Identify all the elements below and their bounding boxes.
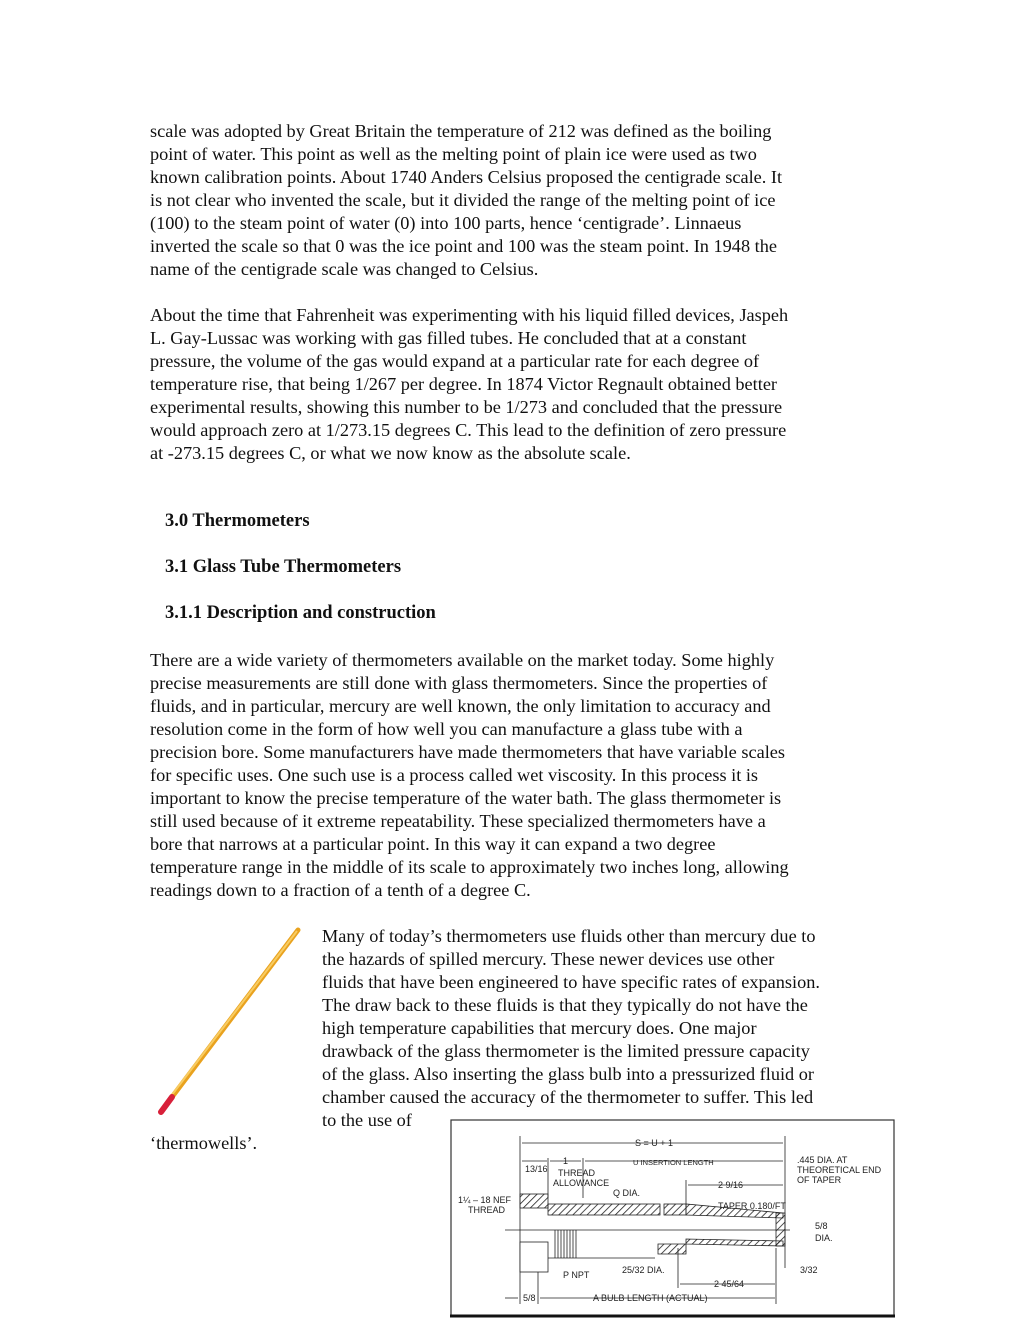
text-line: for specific uses. One such use is a process called wet viscosity. In this process it is bbox=[150, 765, 759, 785]
dim-bore-dia: 25/32 DIA. bbox=[622, 1265, 665, 1275]
text-line: inverted the scale so that 0 was the ice point and 100 was the steam point. In 1948 the bbox=[150, 236, 777, 256]
text-line: precise measurements are still done with glass thermometers. Since the properties of bbox=[150, 673, 768, 693]
text-line: still used because of it extreme repeatability. These specialized thermometers have a bbox=[150, 811, 766, 831]
text-line: at -273.15 degrees C, or what we now know as the absolute scale. bbox=[150, 443, 631, 463]
paragraph-gas-thermometry bbox=[150, 304, 788, 465]
paragraph-other-fluids bbox=[322, 925, 820, 1132]
heading-thermometers: 3.0 Thermometers bbox=[165, 511, 310, 531]
note-thread-2: ALLOWANCE bbox=[553, 1178, 610, 1188]
text-line: The draw back to these fluids is that they typically do not have the bbox=[322, 995, 808, 1015]
heading-glass-tube-thermometers: 3.1 Glass Tube Thermometers bbox=[165, 557, 402, 577]
note-taper: TAPER 0.180/FT bbox=[718, 1201, 786, 1211]
paragraph-temperature-scales bbox=[150, 120, 782, 281]
thermowell-diagram bbox=[450, 1118, 900, 1320]
heading-description-construction: 3.1.1 Description and construction bbox=[165, 603, 436, 623]
text-line: L. Gay-Lussac was working with gas filled tubes. He concluded that at a constant bbox=[150, 328, 747, 348]
text-line: drawback of the glass thermometer is the limited pressure capacity bbox=[322, 1041, 810, 1061]
text-line: chamber caused the accuracy of the thermometer to suffer. This led bbox=[322, 1087, 814, 1107]
note-end-2: THEORETICAL END bbox=[797, 1165, 882, 1175]
text-line: temperature rise, that being 1/267 per degree. In 1874 Victor Regnault obtained better bbox=[150, 374, 778, 394]
text-line: bore that narrows at a particular point. In this way it can expand a two degree bbox=[150, 834, 716, 854]
text-line: of the glass. Also inserting the glass bulb into a pressurized fluid or bbox=[322, 1064, 814, 1084]
text-line: pressure, the volume of the gas would expand at a particular rate for each degree of bbox=[150, 351, 760, 371]
dim-hex: 5/8 bbox=[523, 1293, 536, 1303]
dim-s-label: S = U + 1 bbox=[635, 1138, 674, 1148]
text-line: to the use of bbox=[322, 1110, 412, 1130]
text-line: scale was adopted by Great Britain the temperature of 212 was defined as the boiling bbox=[150, 121, 772, 141]
dim-bore-length: 2 45/64 bbox=[714, 1279, 745, 1289]
note-end-3: OF TAPER bbox=[797, 1175, 842, 1185]
paragraph-thermowells: ‘thermowells’. bbox=[150, 1133, 258, 1153]
note-nef-1: 1¼ – 18 NEF bbox=[458, 1195, 512, 1205]
text-line: would approach zero at 1/273.15 degrees C. This lead to the definition of zero pressure bbox=[150, 420, 787, 440]
text-line: important to know the precise temperature of the water bath. The glass thermometer is bbox=[150, 788, 782, 808]
dim-tip-dia: 5/8 bbox=[815, 1221, 828, 1231]
text-line: high temperature capabilities that mercury does. One major bbox=[322, 1018, 757, 1038]
text-line: name of the centigrade scale was changed to Celsius. bbox=[150, 259, 539, 279]
note-thread-1: THREAD bbox=[558, 1168, 596, 1178]
text-line: fluids that have been engineered to have specific rates of expansion. bbox=[322, 972, 820, 992]
text-line: About the time that Fahrenheit was experimenting with his liquid filled devices, Jaspeh bbox=[150, 305, 789, 325]
paragraph-glass-thermometers bbox=[150, 649, 789, 902]
text-line: the hazards of spilled mercury. These newer devices use other bbox=[322, 949, 775, 969]
dim-head-length: 13/16 bbox=[525, 1164, 548, 1174]
dim-a-label: A BULB LENGTH (ACTUAL) bbox=[593, 1293, 708, 1303]
text-line: (100) to the steam point of water (0) into 100 parts, hence ‘centigrade’. Linnaeus bbox=[150, 213, 742, 233]
note-nef-2: THREAD bbox=[468, 1205, 506, 1215]
text-line: point of water. This point as well as the melting point of plain ice were used as two bbox=[150, 144, 757, 164]
text-line: is not clear who invented the scale, but it divided the range of the melting point of ice bbox=[150, 190, 776, 210]
text-line: resolution come in the form of how well you can manufacture a glass tube with a bbox=[150, 719, 743, 739]
note-q-dia: Q DIA. bbox=[613, 1188, 641, 1198]
text-line: fluids, and in particular, mercury are well known, the only limitation to accuracy and bbox=[150, 696, 771, 716]
text-line: Many of today’s thermometers use fluids other than mercury due to bbox=[322, 926, 816, 946]
dim-tip-dia-label: DIA. bbox=[815, 1233, 833, 1243]
dim-taper-length: 2 9/16 bbox=[718, 1180, 744, 1190]
note-npt: P NPT bbox=[563, 1270, 590, 1280]
dim-one: 1 bbox=[563, 1156, 569, 1166]
text-line: There are a wide variety of thermometers available on the market today. Some highly bbox=[150, 650, 775, 670]
text-line: known calibration points. About 1740 Anders Celsius proposed the centigrade scale. It bbox=[150, 167, 783, 187]
text-line: precision bore. Some manufacturers have made thermometers that have variable scales bbox=[150, 742, 786, 762]
text-line: experimental results, showing this number to be 1/273 and concluded that the pressure bbox=[150, 397, 783, 417]
dim-wall: 3/32 bbox=[800, 1265, 818, 1275]
note-end-1: .445 DIA. AT bbox=[797, 1155, 848, 1165]
dim-u-label: U INSERTION LENGTH bbox=[633, 1158, 714, 1167]
text-line: temperature range in the middle of its scale to approximately two inches long, allowing bbox=[150, 857, 789, 877]
thermometer-image bbox=[150, 925, 310, 1120]
text-line: readings down to a fraction of a tenth of a degree C. bbox=[150, 880, 531, 900]
